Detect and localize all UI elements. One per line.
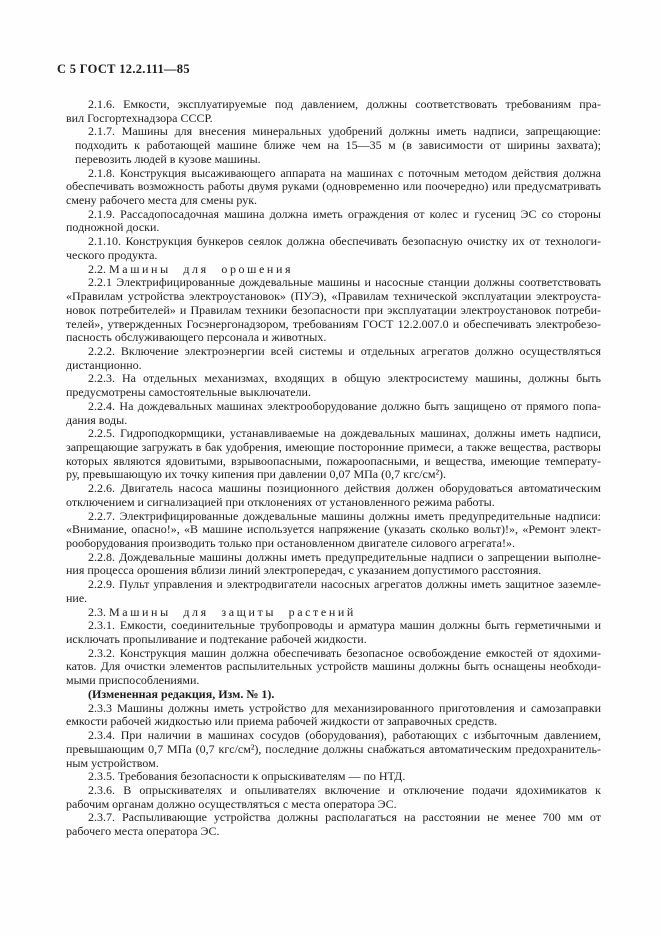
text-line: 2.1.10. Конструкция бункеров сеялок должна обеспечивать безопасную очистку их от технологи- <box>88 234 601 249</box>
text-line: «Правилам устройства электроустановок» (ПУЭ), «Правилам технической эксплуатации электроуста- <box>66 289 601 304</box>
text-line: которых являются ядовитыми, взрывоопасными, пожароопасными, и вещества, имеющие температу- <box>66 453 601 468</box>
text-line: смену рабочего места для смены рук. <box>66 193 258 208</box>
text-line: 2.2.5. Гидроподкормщики, устанавливаемые на дождевальных машинах, должны иметь надписи, <box>88 426 601 441</box>
text-line: телей», утвержденных Госэнергонадзором, требованиям ГОСТ 12.2.007.0 и обеспечивать электробезо- <box>66 316 601 331</box>
section-number: 2.2. <box>88 261 109 276</box>
text-line: 2.1.7. Машины для внесения минеральных удобрений должны иметь надписи, запрещающие: <box>88 124 601 139</box>
text-line: исключать пропыливание и подтекание рабочей жидкости. <box>66 632 367 647</box>
text-line: ру, превышающую их точку кипения при давлении 0,07 МПа (0,7 кгс/см²). <box>66 467 447 482</box>
text-line: 2.3.6. В опрыскивателях и опыливателях включение и отключение подачи ядохимикатов к <box>88 782 601 797</box>
text-line: ным устройством. <box>66 755 159 770</box>
text-line: 2.3.7. Распыливающие устройства должны располагаться на расстоянии не менее 700 мм от <box>88 810 601 825</box>
text-line: новок потребителей» и Правилам техники безопасности при эксплуатации электроустановок потреби- <box>66 302 601 317</box>
section-heading <box>66 606 601 620</box>
text-line: катов. Для очистки элементов распылительных устройств машины должны быть оснащены необходи- <box>66 659 601 674</box>
text-line: (Измененная редакция, Изм. № 1). <box>88 686 275 701</box>
document-body <box>66 98 601 839</box>
text-line: «Внимание, опасно!», «В машине используется напряжение (указать сколько вольт)!», «Ремонт элект- <box>66 522 601 537</box>
text-line: ния процесса орошения вблизи линий электропередач, с указанием допустимого расстояния. <box>66 563 542 578</box>
text-line: 2.3.4. При наличии в машинах сосудов (оборудования), работающих с избыточным давлением, <box>88 728 601 743</box>
text-line: предусмотрены самостоятельные выключатели. <box>66 385 311 400</box>
text-line: 2.2.6. Двигатель насоса машины позиционного действия должен оборудоваться автоматическим <box>88 481 601 496</box>
text-line: подходить к работающей машине ближе чем на 15—35 м (в зависимости от ширины захвата); <box>75 138 601 153</box>
text-line: емкости рабочей жидкостью или приема рабочей жидкости от заправочных средств. <box>66 714 498 729</box>
text-line: 2.2.1 Электрифицированные дождевальные машины и насосные станции должны соответствовать <box>88 275 601 290</box>
text-line: 2.1.9. Рассадопосадочная машина должна иметь ограждения от колес и гусениц ЭС со стороны <box>88 206 601 221</box>
text-line: 2.2.8. Дождевальные машины должны иметь предупредительные надписи о запрещении выполне- <box>88 549 601 564</box>
text-line: пасность обслуживающего персонала и животных. <box>66 330 327 345</box>
section-title: Машины для защиты растений <box>109 604 356 619</box>
text-line: 2.1.6. Емкости, эксплуатируемые под давлением, должны соответствовать требованиям пра- <box>88 97 601 111</box>
text-line: запрещающие загружать в бак удобрения, имеющие посторонние примеси, а также вещества, растворы <box>66 439 601 454</box>
section-number: 2.3. <box>88 604 109 619</box>
text-line: 2.3.2. Конструкция машин должна обеспечивать безопасное освобождение емкостей от ядохими- <box>88 645 601 660</box>
text-line: рабочего места оператора ЭС. <box>66 824 220 839</box>
text-line: 2.2.3. На отдельных механизмах, входящих в общую электросистему машины, должны быть <box>88 371 601 386</box>
text-line: подножной доски. <box>66 220 160 235</box>
text-line: обеспечивать возможность работы двумя руками (одновременно или поочередно) или предусматривать <box>66 179 601 194</box>
text-line: 2.1.8. Конструкция высаживающего аппарата на машинах с поточным методом действия должна <box>88 165 601 180</box>
section-heading <box>66 263 601 277</box>
text-line: вил Госгортехнадзора СССР. <box>66 110 213 125</box>
text-line: 2.2.7. Электрифицированные дождевальные машины должны иметь предупредительные надписи: <box>88 508 601 523</box>
text-line: отключением и сигнализацией при отклонениях от установленного режима работы. <box>66 494 495 509</box>
text-line: рабочим органам должно осуществляться с места оператора ЭС. <box>66 796 397 811</box>
text-line: 2.2.4. На дождевальных машинах электрооборудование должно быть защищено от прямого попа- <box>88 398 601 413</box>
text-line: дания воды. <box>66 412 128 427</box>
text-line: 2.2.9. Пульт управления и электродвигатели насосных агрегатов должны иметь защитное заземле- <box>88 577 601 592</box>
section-title: Машины для орошения <box>109 261 294 276</box>
text-line: рооборудования производить только при остановленном двигателе силового агрегата!». <box>66 536 515 550</box>
text-line: превышающим 0,7 МПа (0,7 кгс/см²), последние должны снабжаться автоматическим предохранитель- <box>66 741 601 756</box>
text-line: перевозить людей в кузове машины. <box>75 151 261 166</box>
text-line: дистанционно. <box>66 357 142 372</box>
text-line: 2.3.3 Машины должны иметь устройство для механизированного приготовления и самозаправки <box>88 700 601 715</box>
page-header: С 5 ГОСТ 12.2.111—85 <box>57 62 190 76</box>
text-line: 2.2.2. Включение электроэнергии всей системы и отдельных агрегатов должно осуществляться <box>88 343 601 358</box>
text-line: ческого продукта. <box>66 247 158 262</box>
text-line: 2.3.1. Емкости, соединительные трубопроводы и арматура машин должны быть герметичными и <box>88 618 601 633</box>
text-line: мыми приспособлениями. <box>66 673 200 688</box>
text-line: 2.3.5. Требования безопасности к опрыскивателям — по НТД. <box>88 769 406 784</box>
text-line: ние. <box>66 590 88 605</box>
